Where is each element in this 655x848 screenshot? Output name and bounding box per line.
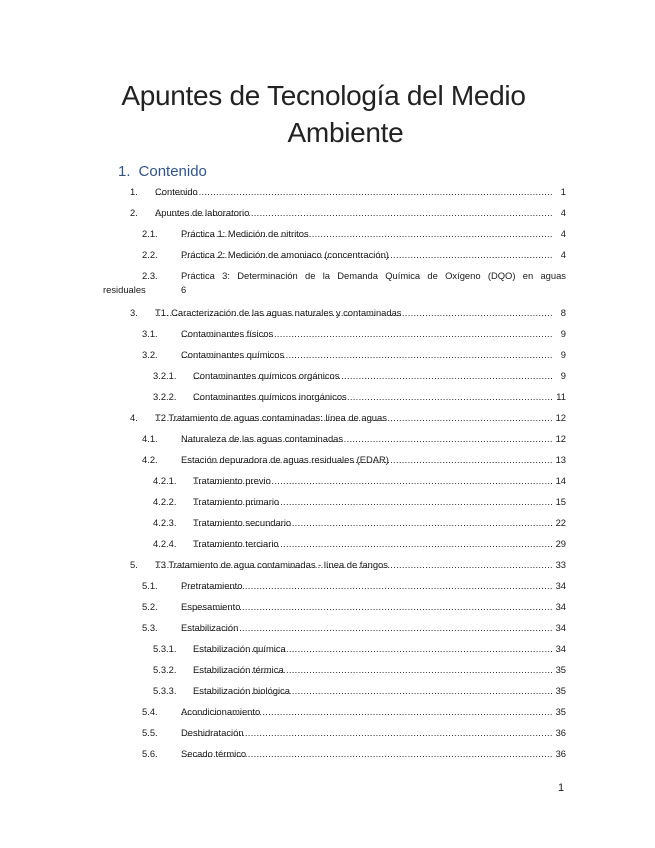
- toc-entry-leader: [181, 249, 552, 261]
- toc-entry-label: T1. Caracterización de las aguas naturales y contaminadas: [155, 307, 402, 318]
- toc-entry-number: 4.2.: [142, 454, 158, 465]
- toc-entry-label: Contenido: [155, 186, 198, 197]
- toc-entry-leader: [181, 601, 552, 613]
- toc-entry-label: Contaminantes químicos orgánicos: [193, 370, 340, 381]
- toc-entry-number: 2.: [130, 207, 138, 218]
- toc-entry-page: 9: [560, 328, 566, 339]
- toc-entry-page: 36: [555, 727, 566, 738]
- toc-entry-leader: [155, 207, 552, 219]
- toc-entry-leader: [181, 349, 552, 361]
- toc-entry-label: Pretratamiento: [181, 580, 243, 591]
- section-heading-text: Contenido: [138, 163, 207, 180]
- toc-entry-number: 5.6.: [142, 748, 158, 759]
- toc-entry-label: Espesamiento: [181, 601, 241, 612]
- toc-entry-number: 5.3.2.: [153, 664, 177, 675]
- toc-entry-label: Estabilización térmica: [193, 664, 284, 675]
- toc-entry-number: 2.1.: [142, 228, 158, 239]
- toc-entry-leader: [155, 412, 552, 424]
- toc-entry-number: 5.3.1.: [153, 643, 177, 654]
- toc-entry-label: Estabilización: [181, 622, 239, 633]
- toc-entry-leader: [181, 727, 552, 739]
- toc-entry-leader: [181, 454, 552, 466]
- toc-entry-number: 5.2.: [142, 601, 158, 612]
- toc-entry-page: 35: [555, 685, 566, 696]
- toc-entry-page: 34: [555, 643, 566, 654]
- toc-entry-label: Tratamiento primario: [193, 496, 280, 507]
- toc-entry-number: 4.: [130, 412, 138, 423]
- page-number: 1: [558, 782, 565, 794]
- toc-entry-leader: [181, 580, 552, 592]
- toc-entry-leader: [181, 748, 552, 760]
- toc-entry-number: 4.2.3.: [153, 517, 177, 528]
- toc-entry-leader: [193, 643, 552, 655]
- toc-entry-page: 4: [560, 207, 566, 218]
- toc-entry-page: 12: [555, 412, 566, 423]
- toc-entry-label: Contaminantes físicos: [181, 328, 274, 339]
- toc-entry-label-continued: residuales: [103, 284, 146, 295]
- toc-entry-leader: [181, 622, 552, 634]
- toc-entry-number: 5.5.: [142, 727, 158, 738]
- toc-entry-number: 2.3.: [142, 270, 158, 281]
- toc-entry-label: Tratamiento terciario: [193, 538, 279, 549]
- toc-entry-page: 29: [555, 538, 566, 549]
- toc-entry-label: Práctica 1: Medición de nitritos: [181, 228, 309, 239]
- toc-entry-page: 14: [555, 475, 566, 486]
- section-heading-number: 1.: [118, 163, 131, 180]
- toc-entry-page: 34: [555, 622, 566, 633]
- toc-entry-number: 4.2.1.: [153, 475, 177, 486]
- toc-entry-number: 5.4.: [142, 706, 158, 717]
- toc-entry-label: Tratamiento previo: [193, 475, 271, 486]
- toc-entry-leader: [193, 538, 552, 550]
- toc-entry-label: Estabilización biológica: [193, 685, 290, 696]
- toc-entry-label: Estación depuradora de aguas residuales (EDAR): [181, 454, 389, 465]
- toc-entry-page: 6: [181, 284, 187, 295]
- toc-entry-leader: [155, 559, 552, 571]
- toc-entry-number: 5.: [130, 559, 138, 570]
- toc-entry-number: 3.2.1.: [153, 370, 177, 381]
- toc-entry-page: 33: [555, 559, 566, 570]
- toc-entry-leader: [193, 685, 552, 697]
- toc-entry-number: 4.2.4.: [153, 538, 177, 549]
- toc-entry-leader: [181, 433, 552, 445]
- document-title-line-1: Apuntes de Tecnología del Medio: [121, 80, 526, 111]
- toc-entry-leader: [181, 328, 552, 340]
- toc-entry-label: Práctica 3: Determinación de la Demanda Química de Oxígeno (DQO) en aguas: [181, 270, 566, 281]
- toc-entry-page: 9: [560, 349, 566, 360]
- toc-entry-number: 3.2.2.: [153, 391, 177, 402]
- toc-entry-leader: [193, 370, 552, 382]
- toc-entry-number: 3.2.: [142, 349, 158, 360]
- toc-entry-label: Práctica 2: Medición de amoniaco (concentración): [181, 249, 389, 260]
- toc-entry-page: 34: [555, 601, 566, 612]
- toc-entry-label: T2 Tratamiento de aguas contaminadas: línea de aguas: [155, 412, 387, 423]
- toc-entry-label: Tratamiento secundario: [193, 517, 292, 528]
- toc-entry-page: 13: [555, 454, 566, 465]
- toc-entry-label: Acondicionamiento: [181, 706, 261, 717]
- toc-entry-leader: [193, 496, 552, 508]
- toc-entry-page: 8: [560, 307, 566, 318]
- toc-entry-page: 11: [556, 391, 566, 402]
- toc-entry-number: 5.3.: [142, 622, 158, 633]
- toc-entry-leader: [155, 307, 552, 319]
- toc-entry-page: 4: [560, 228, 566, 239]
- toc-entry-page: 12: [555, 433, 566, 444]
- toc-entry-number: 3.: [130, 307, 138, 318]
- toc-entry-page: 15: [555, 496, 566, 507]
- toc-entry-page: 35: [555, 664, 566, 675]
- toc-entry-label: T3 Tratamiento de agua contaminadas - línea de fangos: [155, 559, 388, 570]
- toc-entry-page: 22: [555, 517, 566, 528]
- toc-entry-number: 5.1.: [142, 580, 158, 591]
- toc-entry-page: 1: [560, 186, 566, 197]
- toc-entry-number: 1.: [130, 186, 138, 197]
- toc-entry-number: 5.3.3.: [153, 685, 177, 696]
- document-title-line-2: Ambiente: [287, 117, 404, 148]
- toc-entry-page: 36: [555, 748, 566, 759]
- toc-entry-page: 4: [560, 249, 566, 260]
- toc-entry-page: 35: [555, 706, 566, 717]
- toc-entry-label: Contaminantes químicos: [181, 349, 285, 360]
- toc-entry-label: Apuntes de laboratorio: [155, 207, 250, 218]
- toc-entry-leader: [193, 391, 552, 403]
- toc-entry-leader: [193, 517, 552, 529]
- toc-entry-number: 2.2.: [142, 249, 158, 260]
- toc-entry-number: 4.1.: [142, 433, 158, 444]
- toc-entry-page: 34: [555, 580, 566, 591]
- toc-entry-leader: [193, 664, 552, 676]
- toc-entry-label: Estabilización química: [193, 643, 286, 654]
- toc-entry-leader: [181, 706, 552, 718]
- toc-entry-label: Secado térmico: [181, 748, 247, 759]
- toc-entry-label: Deshidratación: [181, 727, 244, 738]
- toc-entry-label: Contaminantes químicos inorgánicos: [193, 391, 347, 402]
- toc-entry-number: 3.1.: [142, 328, 158, 339]
- toc-entry-leader: [181, 228, 552, 240]
- toc-entry-page: 9: [560, 370, 566, 381]
- toc-entry-leader: [193, 475, 552, 487]
- toc-entry-label: Naturaleza de las aguas contaminadas: [181, 433, 344, 444]
- toc-entry-number: 4.2.2.: [153, 496, 177, 507]
- toc-entry-leader: [155, 186, 552, 198]
